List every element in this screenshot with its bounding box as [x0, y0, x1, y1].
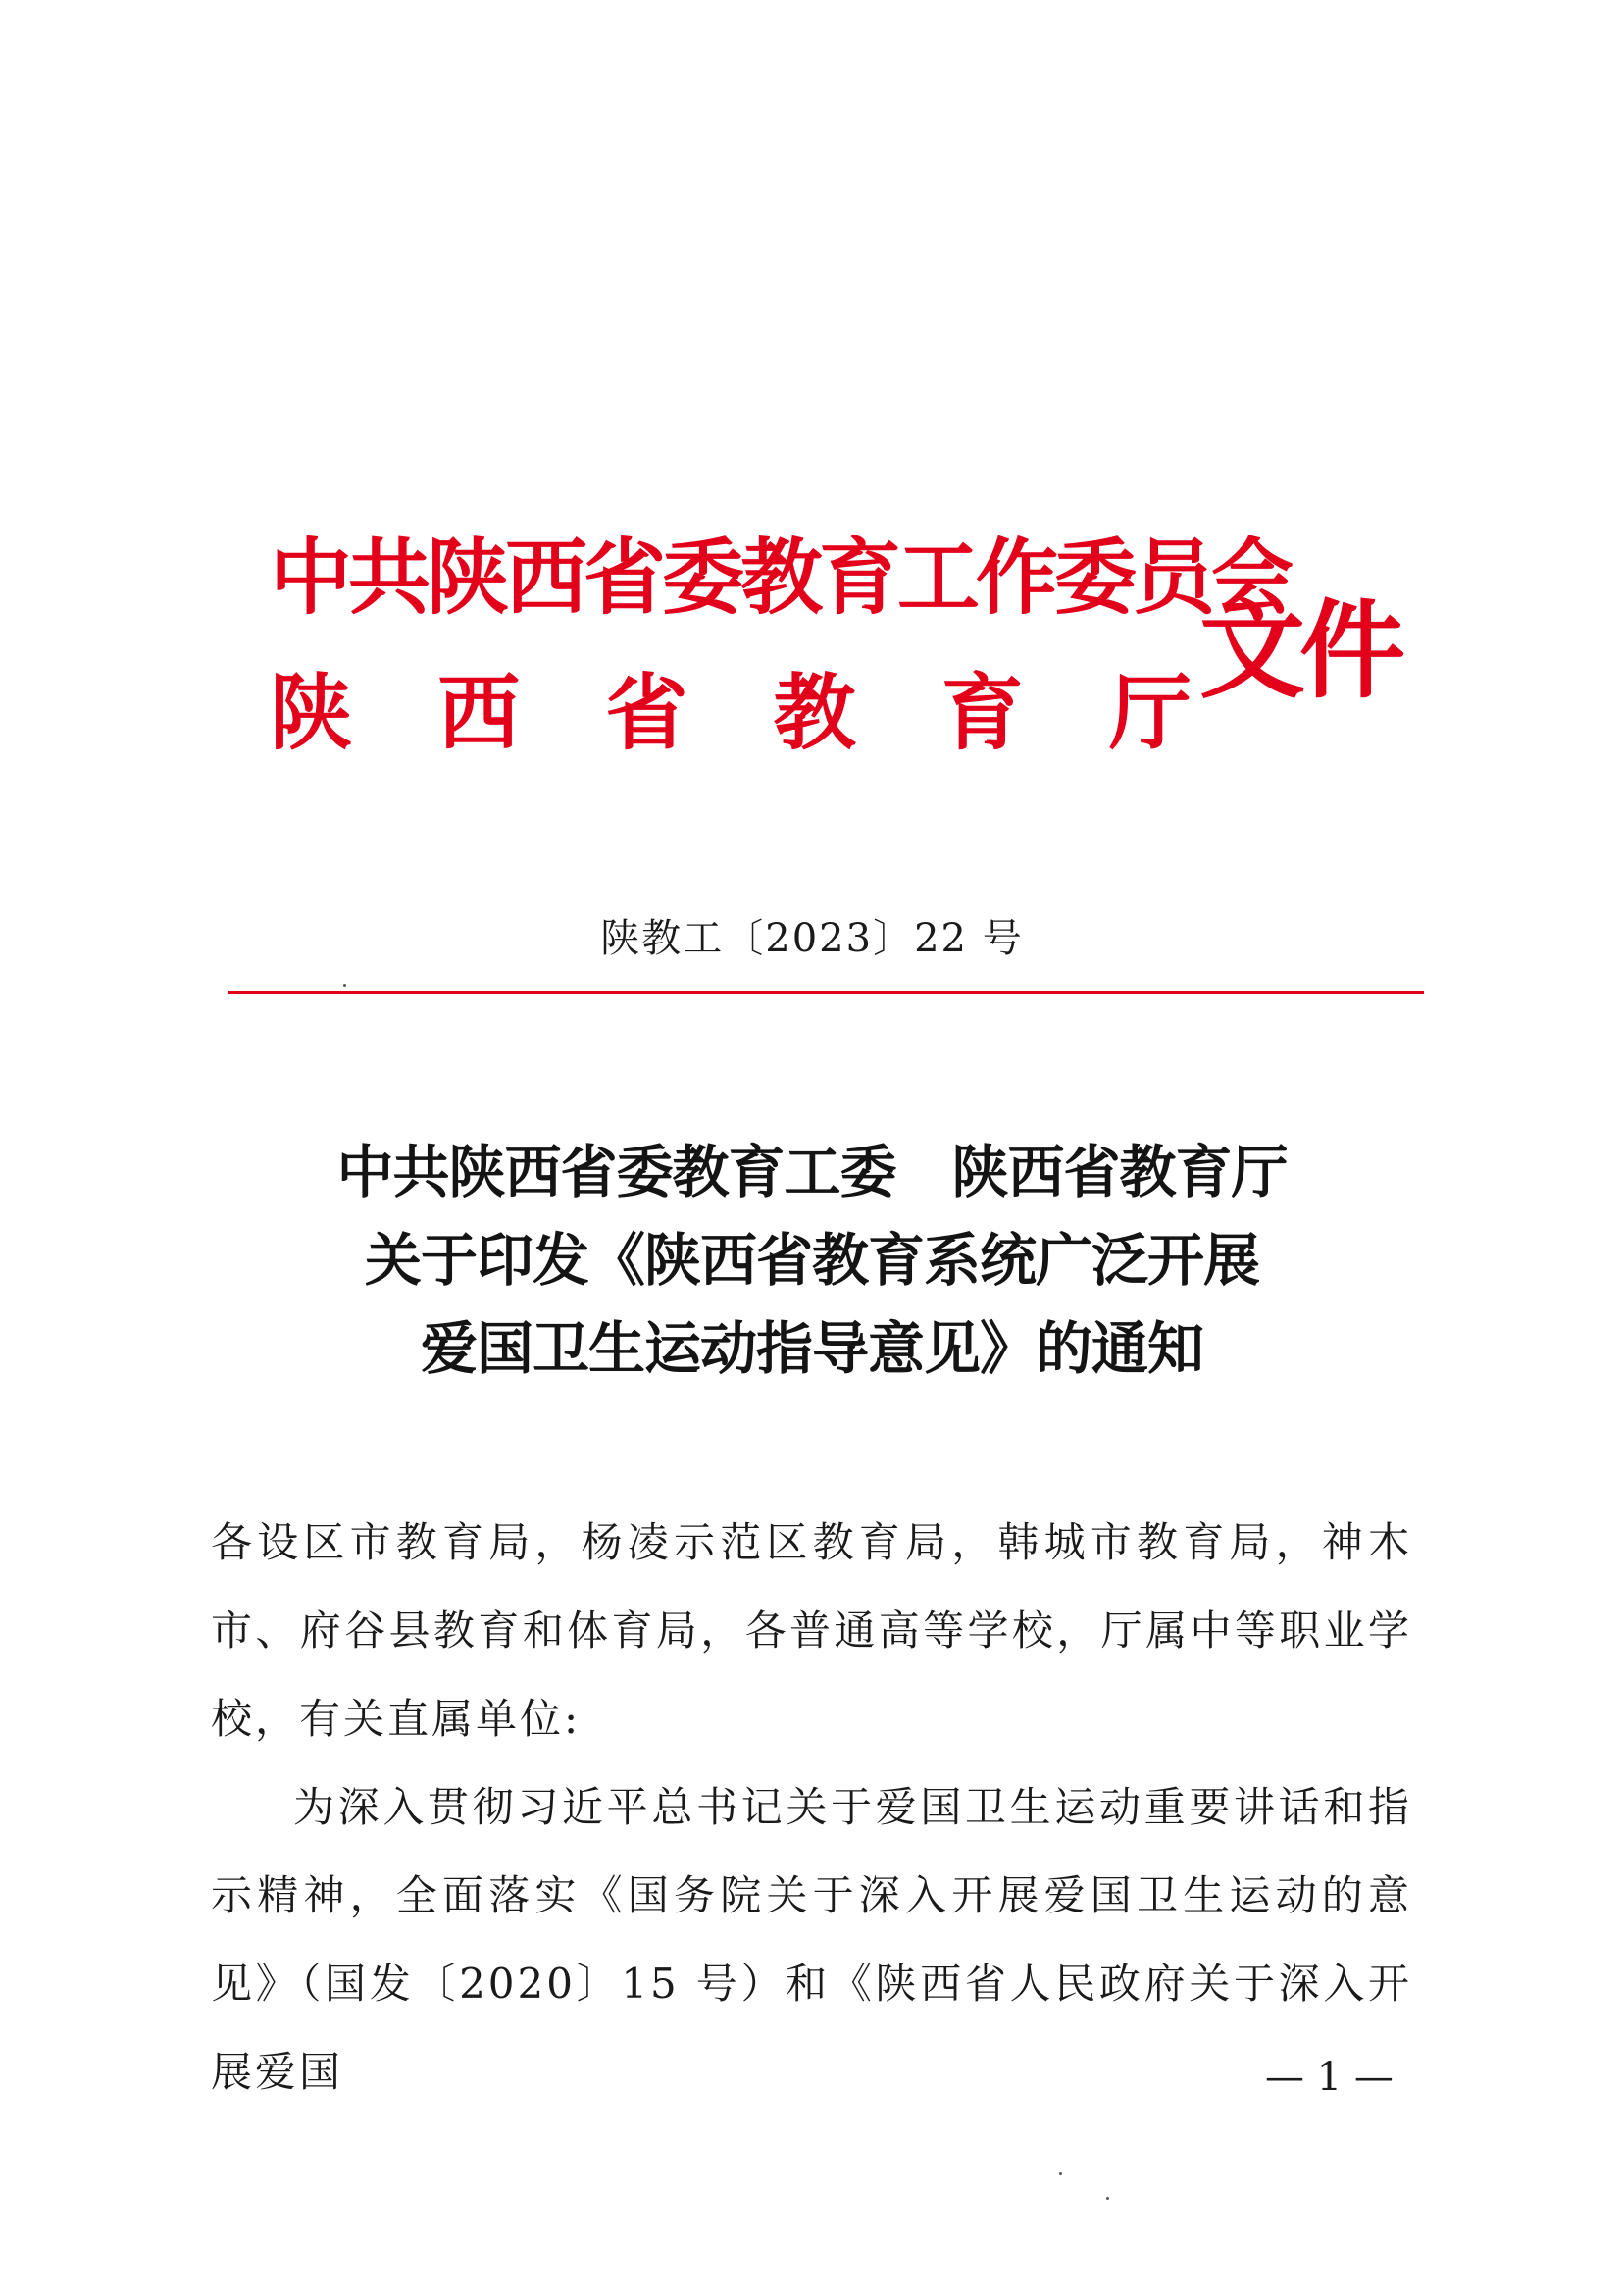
document-number: 陕教工〔2023〕22 号	[600, 916, 1024, 961]
issuer-char: 西	[437, 664, 521, 761]
issuer-char: 教	[773, 664, 856, 761]
issuer-char: 省	[605, 664, 688, 761]
issuer-line-department	[270, 664, 1192, 761]
addressee-paragraph: 各设区市教育局，杨凌示范区教育局，韩城市教育局，神木市、府谷县教育和体育局，各普通高等学校，厅属中等职业学校，有关直属单位:	[211, 1518, 1412, 1743]
title-line-2: 关于印发《陕西省教育系统广泛开展	[364, 1227, 1259, 1294]
document-suffix: 文件	[1199, 589, 1400, 713]
scan-speck	[1059, 2172, 1062, 2175]
issuer-char: 育	[940, 664, 1024, 761]
title-line-1: 中共陕西省委教育工委 陕西省教育厅	[336, 1139, 1288, 1205]
issuer-line-committee: 中共陕西省委教育工作委员会	[270, 529, 1291, 626]
document-body	[211, 1499, 1412, 2116]
issuer-char: 陕	[270, 664, 353, 761]
issuer-char: 厅	[1108, 664, 1192, 761]
scan-speck	[1106, 2197, 1109, 2200]
red-separator-rule	[228, 991, 1424, 994]
document-title	[0, 1128, 1624, 1393]
body-paragraph-1: 为深入贯彻习近平总书记关于爱国卫生运动重要讲话和指示精神，全面落实《国务院关于深入开展爱国卫生运动的意见》（国发〔2020〕15 号）和《陕西省人民政府关于深入开展爱国	[211, 1783, 1412, 2096]
page-number: — 1 —	[1265, 2055, 1394, 2100]
red-header	[270, 525, 1400, 780]
title-line-3: 爱国卫生运动指导意见》的通知	[420, 1315, 1203, 1382]
scan-speck	[343, 984, 346, 987]
